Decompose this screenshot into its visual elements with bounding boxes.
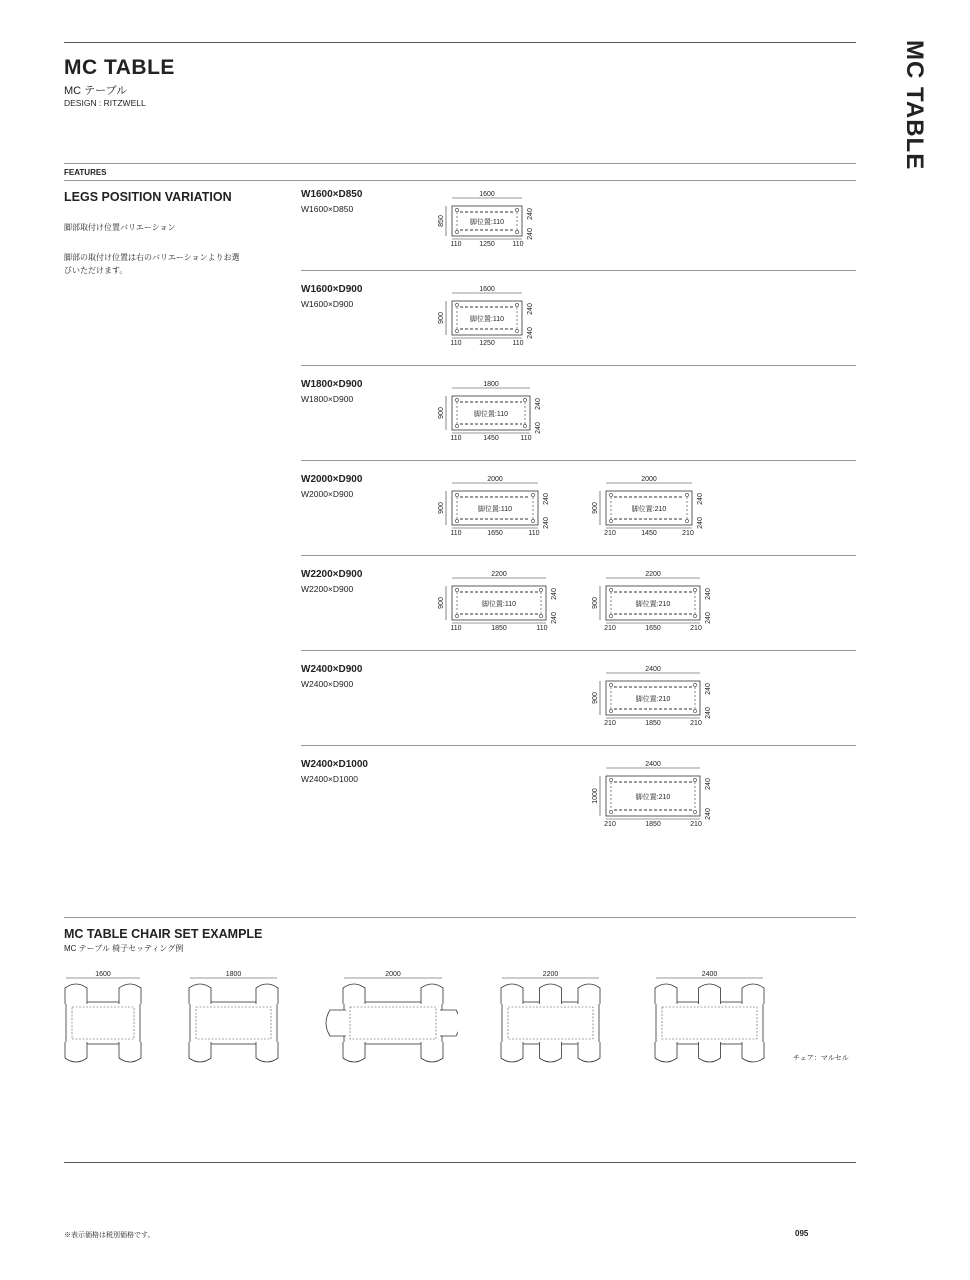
chair-icon — [440, 1010, 458, 1036]
leg-marker — [539, 614, 542, 617]
dim-width: 2200 — [645, 571, 661, 578]
leg-marker — [609, 614, 612, 617]
dim-right: 210 — [690, 720, 702, 727]
leg-position-diagram — [588, 760, 732, 850]
chair-icon — [119, 984, 141, 1004]
leg-marker — [515, 230, 518, 233]
variant-title: W1600×D850 — [301, 189, 363, 200]
chair-set-width: 1600 — [95, 971, 111, 978]
chair-icon — [501, 984, 523, 1004]
dim-depth: 850 — [438, 215, 445, 227]
dim-depth: 900 — [592, 502, 599, 514]
vertical-title: MC TABLE — [901, 40, 928, 171]
leg-marker — [609, 493, 612, 496]
chair-icon — [742, 1042, 764, 1062]
dim-end-top: 240 — [527, 208, 534, 220]
dim-right: 210 — [682, 530, 694, 537]
chair-set-rule — [64, 917, 856, 918]
variant-subtitle: W1600×D900 — [301, 299, 354, 309]
leg-position-diagram — [434, 475, 570, 559]
page-title: MC TABLE — [64, 56, 175, 79]
chair-set-sub: MC テーブル 椅子セッティング例 — [64, 944, 184, 953]
leg-marker — [515, 208, 518, 211]
dim-mid: 1850 — [645, 821, 661, 828]
dim-end-top: 240 — [535, 398, 542, 410]
variant-title: W1800×D900 — [301, 379, 363, 390]
leg-marker — [539, 588, 542, 591]
variant-subtitle: W2400×D900 — [301, 679, 354, 689]
chair-icon — [343, 984, 365, 1004]
variant-separator — [301, 270, 856, 271]
leg-marker — [455, 519, 458, 522]
leg-marker — [693, 810, 696, 813]
leg-position-label: 脚位置:210 — [631, 506, 667, 513]
chair-icon — [326, 1010, 346, 1036]
dim-end-bottom: 240 — [551, 612, 558, 624]
page-number: 095 — [795, 1229, 809, 1238]
leg-marker — [609, 810, 612, 813]
leg-marker — [693, 588, 696, 591]
variant-title: W2000×D900 — [301, 474, 363, 485]
chair-icon — [119, 1042, 141, 1062]
chair-icon — [189, 984, 211, 1004]
dim-left: 210 — [604, 821, 616, 828]
dim-width: 2400 — [645, 666, 661, 673]
variant-separator — [301, 555, 856, 556]
chair-set-diagram — [650, 966, 797, 1076]
dim-end-top: 240 — [705, 778, 712, 790]
chair-icon — [421, 984, 443, 1004]
dim-depth: 900 — [592, 692, 599, 704]
leg-position-diagram — [588, 475, 724, 559]
legs-heading-sub: 脚部取付け位置バリエーション — [64, 223, 176, 232]
leg-position-label: 脚位置:210 — [635, 601, 671, 608]
chair-icon — [655, 984, 677, 1004]
features-rule-bottom — [64, 180, 856, 181]
legs-description: 脚部の取付け位置は右のバリエーションよりお選びいただけます。 — [64, 253, 240, 275]
dim-right: 110 — [512, 241, 524, 248]
leg-marker — [685, 519, 688, 522]
leg-marker — [455, 208, 458, 211]
leg-marker — [609, 778, 612, 781]
variant-title: W2400×D1000 — [301, 759, 368, 770]
leg-marker — [609, 683, 612, 686]
leg-marker — [531, 519, 534, 522]
top-rule — [64, 42, 856, 43]
dim-end-bottom: 240 — [697, 517, 704, 529]
leg-marker — [455, 398, 458, 401]
dim-mid: 1850 — [491, 625, 507, 632]
variant-separator — [301, 650, 856, 651]
variant-title: W1600×D900 — [301, 284, 363, 295]
footer-note: ※表示価格は税別価格です。 — [64, 1232, 155, 1239]
leg-position-diagram — [588, 665, 732, 749]
dim-left: 210 — [604, 625, 616, 632]
dim-left: 110 — [450, 530, 462, 537]
dim-end-bottom: 240 — [705, 612, 712, 624]
dim-right: 210 — [690, 625, 702, 632]
chair-set-diagram — [320, 966, 458, 1076]
chair-set-width: 2000 — [385, 971, 401, 978]
leg-marker — [693, 709, 696, 712]
variant-subtitle: W1800×D900 — [301, 394, 354, 404]
dim-width: 2000 — [641, 476, 657, 483]
variant-title: W2400×D900 — [301, 664, 363, 675]
dim-left: 110 — [450, 241, 462, 248]
dim-width: 2000 — [487, 476, 503, 483]
leg-marker — [693, 778, 696, 781]
dim-end-top: 240 — [697, 493, 704, 505]
dim-width: 2400 — [645, 761, 661, 768]
dim-left: 110 — [450, 625, 462, 632]
dim-left: 110 — [450, 435, 462, 442]
dim-mid: 1650 — [645, 625, 661, 632]
chair-icon — [699, 984, 721, 1004]
leg-position-diagram — [434, 380, 562, 464]
leg-position-diagram — [434, 570, 578, 654]
dim-width: 1600 — [479, 286, 495, 293]
chair-icon — [540, 984, 562, 1004]
dim-width: 1800 — [483, 381, 499, 388]
dim-mid: 1250 — [479, 241, 495, 248]
leg-marker — [693, 683, 696, 686]
dim-left: 110 — [450, 340, 462, 347]
dim-width: 2200 — [491, 571, 507, 578]
chair-set-width: 2200 — [542, 971, 559, 978]
chair-set-diagram — [496, 966, 633, 1076]
chair-icon — [256, 984, 278, 1004]
leg-marker — [455, 303, 458, 306]
dim-end-bottom: 240 — [527, 327, 534, 339]
footer-rule — [64, 1162, 856, 1163]
leg-marker — [455, 230, 458, 233]
leg-marker — [455, 493, 458, 496]
leg-marker — [515, 329, 518, 332]
dim-right: 110 — [520, 435, 532, 442]
leg-marker — [685, 493, 688, 496]
leg-position-label: 脚位置:110 — [469, 219, 505, 226]
dim-end-bottom: 240 — [705, 808, 712, 820]
leg-position-label: 脚位置:110 — [477, 506, 513, 513]
variant-separator — [301, 365, 856, 366]
leg-position-diagram — [588, 570, 732, 654]
dim-mid: 1450 — [641, 530, 657, 537]
dim-depth: 900 — [438, 312, 445, 324]
chair-icon — [578, 984, 600, 1004]
dim-depth: 900 — [438, 597, 445, 609]
chair-icon — [189, 1042, 211, 1062]
dim-right: 210 — [690, 821, 702, 828]
variant-separator — [301, 460, 856, 461]
leg-marker — [455, 329, 458, 332]
variant-subtitle: W2000×D900 — [301, 489, 354, 499]
dim-end-top: 240 — [543, 493, 550, 505]
dim-left: 210 — [604, 720, 616, 727]
chair-set-diagram — [184, 966, 311, 1076]
leg-marker — [523, 398, 526, 401]
legs-heading: LEGS POSITION VARIATION — [64, 190, 232, 204]
chair-icon — [65, 1042, 87, 1062]
leg-position-label: 脚位置:110 — [473, 411, 509, 418]
leg-position-label: 脚位置:210 — [635, 794, 671, 801]
dim-left: 210 — [604, 530, 616, 537]
dim-end-bottom: 240 — [543, 517, 550, 529]
chair-icon — [540, 1042, 562, 1062]
chair-icon — [578, 1042, 600, 1062]
chair-note: チェア：マルセル — [793, 1055, 849, 1062]
variant-title: W2200×D900 — [301, 569, 363, 580]
chair-icon — [256, 1042, 278, 1062]
dim-end-bottom: 240 — [535, 422, 542, 434]
chair-icon — [343, 1042, 365, 1062]
leg-marker — [455, 614, 458, 617]
dim-depth: 900 — [438, 407, 445, 419]
dim-end-top: 240 — [551, 588, 558, 600]
dim-mid: 1850 — [645, 720, 661, 727]
chair-icon — [655, 1042, 677, 1062]
chair-set-diagram — [60, 966, 174, 1076]
dim-depth: 1000 — [592, 788, 599, 804]
dim-end-bottom: 240 — [527, 228, 534, 240]
variant-subtitle: W1600×D850 — [301, 204, 354, 214]
leg-marker — [609, 519, 612, 522]
dim-mid: 1250 — [479, 340, 495, 347]
features-rule-top — [64, 163, 856, 164]
chair-icon — [501, 1042, 523, 1062]
dim-depth: 900 — [592, 597, 599, 609]
dim-end-top: 240 — [705, 588, 712, 600]
leg-marker — [531, 493, 534, 496]
dim-right: 110 — [512, 340, 524, 347]
leg-position-label: 脚位置:110 — [481, 601, 517, 608]
leg-marker — [515, 303, 518, 306]
chair-icon — [65, 984, 87, 1004]
leg-position-diagram — [434, 190, 554, 270]
dim-mid: 1650 — [487, 530, 503, 537]
leg-position-label: 脚位置:110 — [469, 316, 505, 323]
features-label: FEATURES — [64, 168, 107, 177]
dim-end-top: 240 — [527, 303, 534, 315]
dim-right: 110 — [536, 625, 548, 632]
variant-subtitle: W2200×D900 — [301, 584, 354, 594]
chair-icon — [742, 984, 764, 1004]
leg-position-label: 脚位置:210 — [635, 696, 671, 703]
dim-width: 1600 — [479, 191, 495, 198]
leg-marker — [523, 424, 526, 427]
leg-marker — [455, 588, 458, 591]
dim-mid: 1450 — [483, 435, 499, 442]
variant-separator — [301, 745, 856, 746]
leg-marker — [455, 424, 458, 427]
dim-end-top: 240 — [705, 683, 712, 695]
page-subtitle: MC テーブル — [64, 85, 128, 97]
chair-set-width: 2400 — [701, 971, 718, 978]
leg-marker — [609, 588, 612, 591]
chair-icon — [699, 1042, 721, 1062]
leg-marker — [693, 614, 696, 617]
dim-depth: 900 — [438, 502, 445, 514]
leg-marker — [609, 709, 612, 712]
chair-set-width: 1800 — [225, 971, 242, 978]
dim-right: 110 — [528, 530, 540, 537]
leg-position-diagram — [434, 285, 554, 369]
chair-icon — [421, 1042, 443, 1062]
design-credit: DESIGN : RITZWELL — [64, 98, 146, 108]
chair-set-heading: MC TABLE CHAIR SET EXAMPLE — [64, 927, 263, 941]
variant-subtitle: W2400×D1000 — [301, 774, 358, 784]
dim-end-bottom: 240 — [705, 707, 712, 719]
